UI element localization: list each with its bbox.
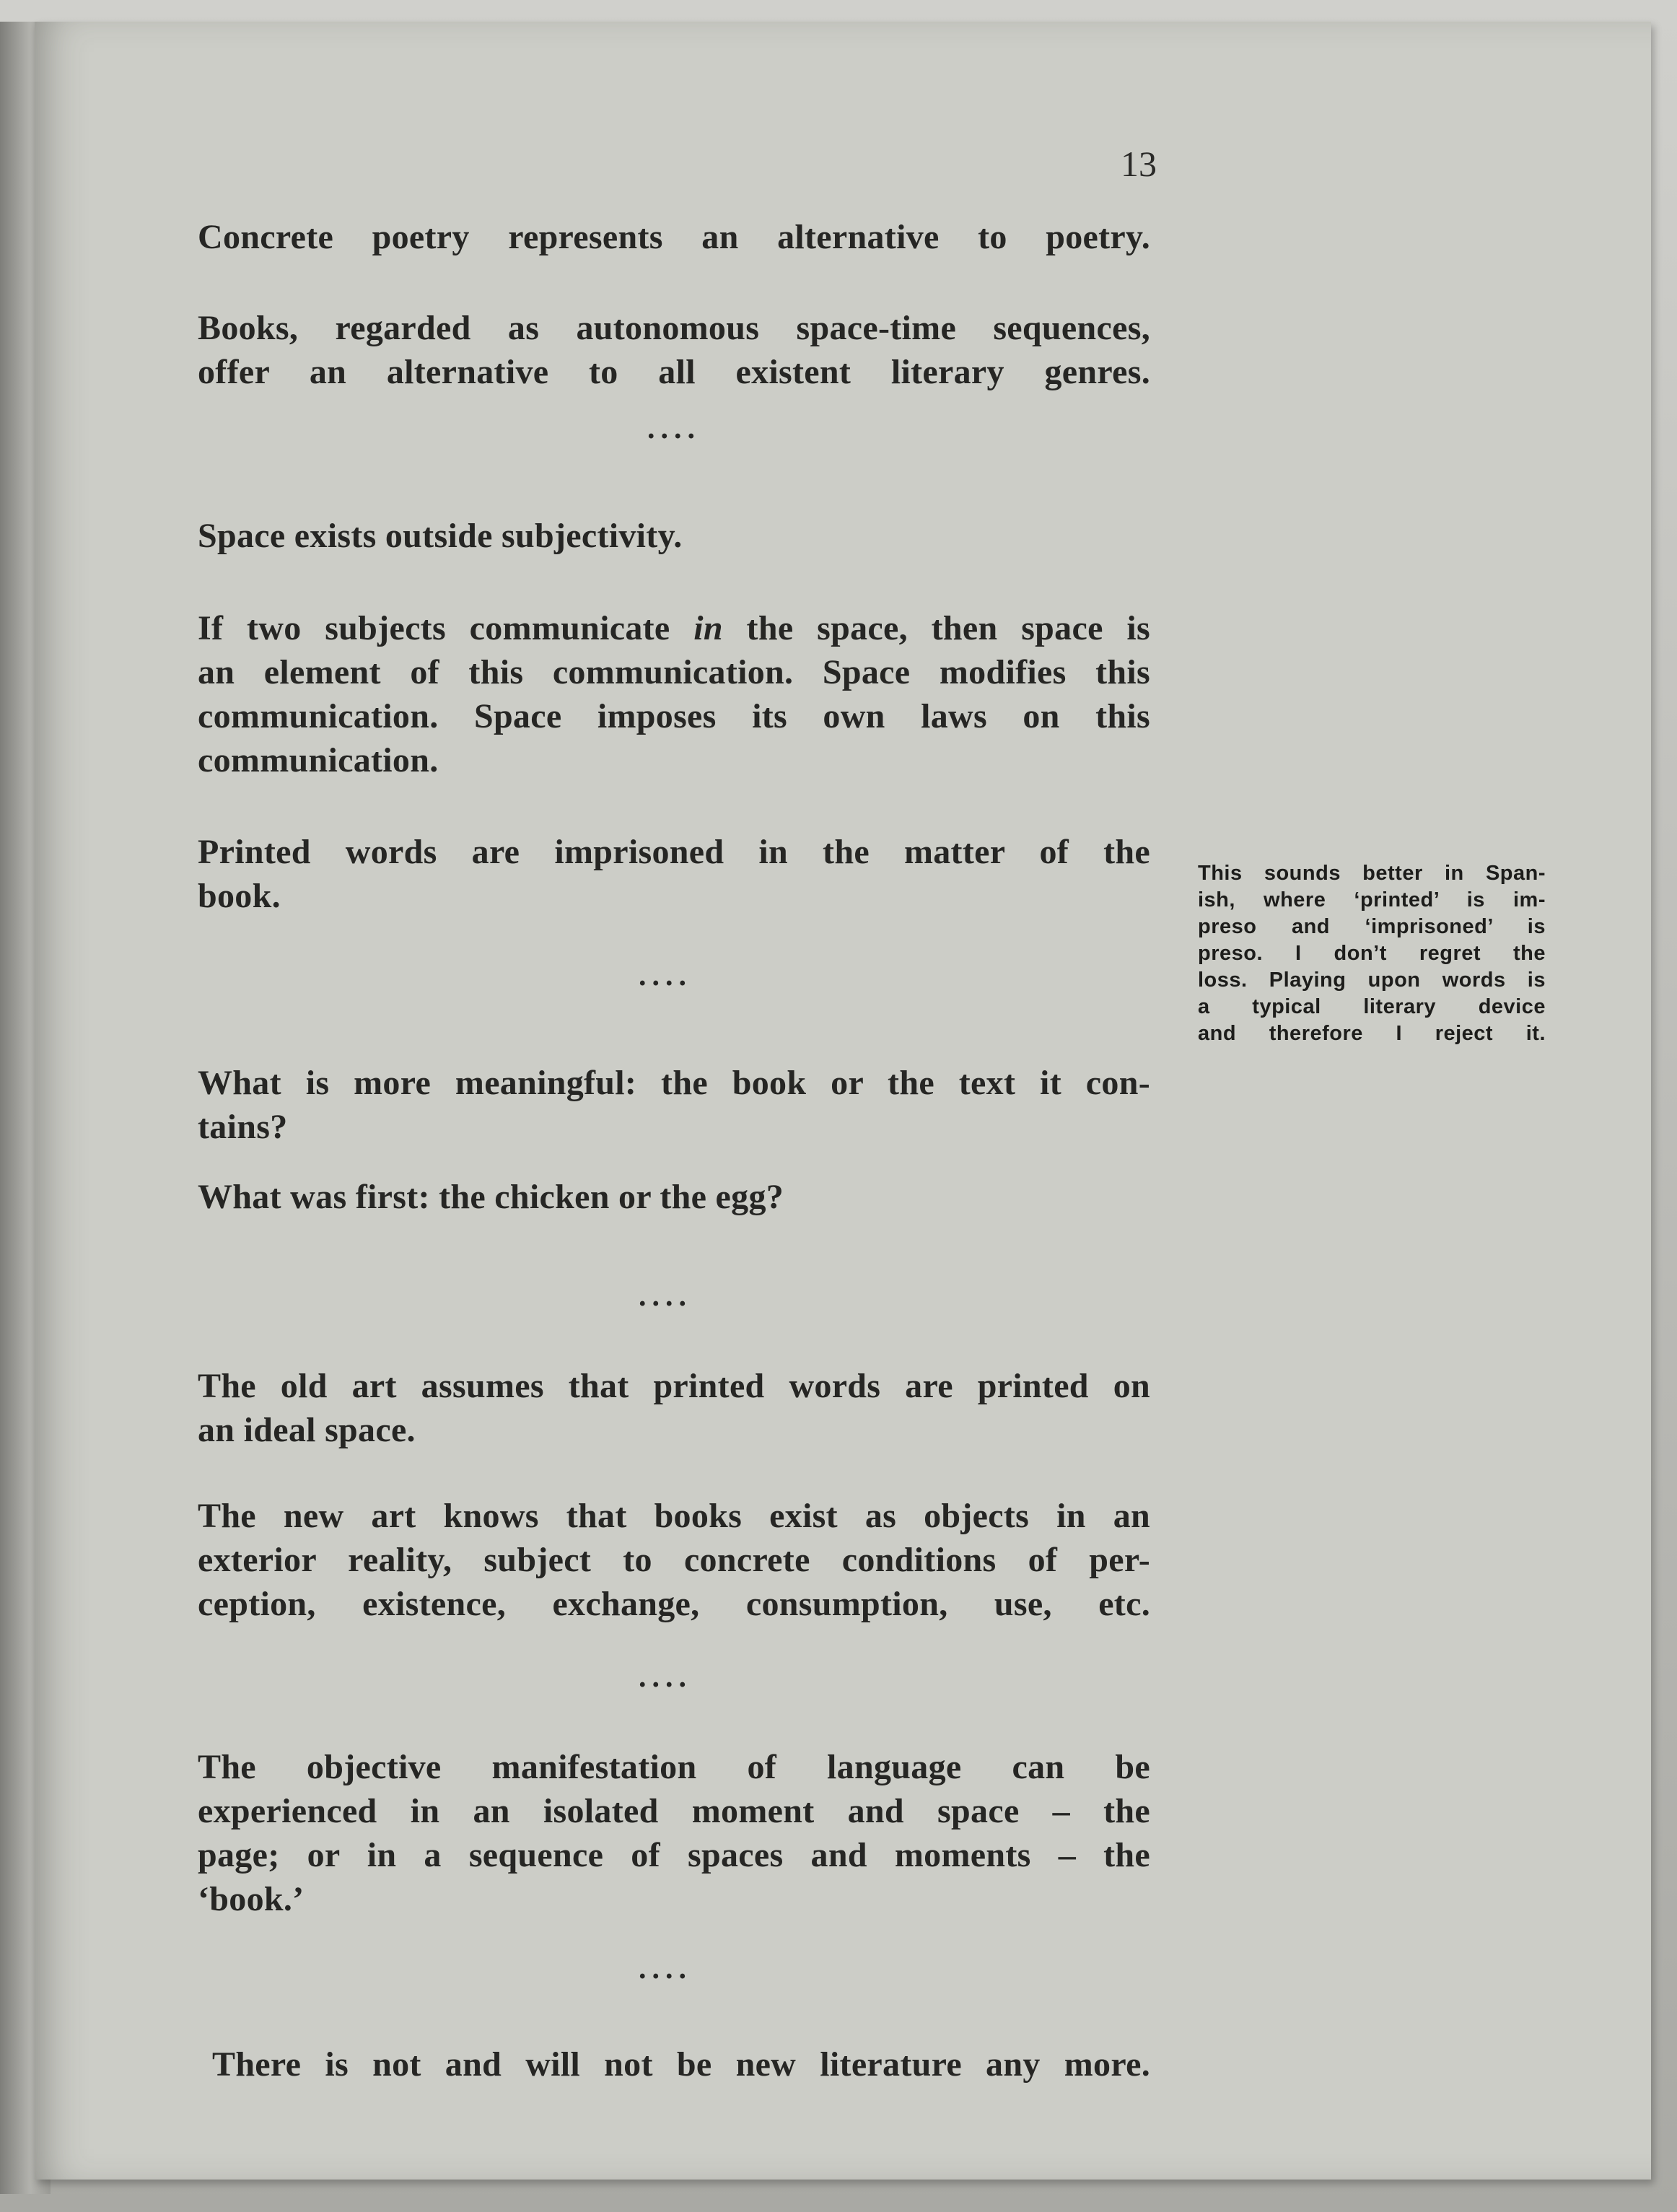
- section-separator: ....: [639, 1280, 692, 1313]
- paragraph: [198, 1494, 1150, 1626]
- paragraph: [198, 606, 1150, 782]
- section-separator: ....: [639, 1952, 692, 1985]
- text-line: exterior reality, subject to concrete conditions of per-: [198, 1541, 1150, 1579]
- text-line: The objective manifestation of language can be: [198, 1748, 1150, 1786]
- section-separator: ....: [639, 1661, 692, 1694]
- text-line: an element of this communication. Space modifies this: [198, 653, 1150, 691]
- text-line: The old art assumes that printed words are printed on: [198, 1367, 1150, 1405]
- paragraph: [198, 830, 1150, 918]
- section-separator: ....: [639, 959, 692, 992]
- text-line: tains?: [198, 1108, 288, 1146]
- text-line: The new art knows that books exist as objects in an: [198, 1497, 1150, 1535]
- paragraph: [212, 2042, 1150, 2086]
- paragraph: [198, 514, 1150, 558]
- note-line: loss. Playing upon words is: [1198, 969, 1546, 992]
- section-separator: ....: [647, 412, 701, 445]
- italic-word: in: [693, 609, 723, 647]
- note-line: ish, where ‘printed’ is im-: [1198, 888, 1546, 912]
- note-line: preso and ‘imprisoned’ is: [1198, 915, 1546, 938]
- text-line: What was first: the chicken or the egg?: [198, 1178, 784, 1216]
- text-line: If two subjects communicate in the space, then space is: [198, 609, 1150, 647]
- paragraph: [198, 1061, 1150, 1149]
- book-page: [35, 22, 1651, 2180]
- paragraph: [198, 1175, 1150, 1219]
- paragraph: [198, 215, 1150, 259]
- note-line: a typical literary device: [1198, 995, 1546, 1018]
- text-line: There is not and will not be new literature any more.: [212, 2045, 1150, 2084]
- text-line: What is more meaningful: the book or the text it con-: [198, 1064, 1150, 1102]
- text-line: Printed words are imprisoned in the matter of the: [198, 833, 1150, 871]
- text-line: page; or in a sequence of spaces and moments – the: [198, 1836, 1150, 1874]
- text-line: Concrete poetry represents an alternative to poetry.: [198, 218, 1150, 256]
- text-line: an ideal space.: [198, 1411, 416, 1449]
- note-line: preso. I don’t regret the: [1198, 942, 1546, 965]
- text-line: offer an alternative to all existent literary genres.: [198, 353, 1150, 391]
- paragraph: [198, 306, 1150, 394]
- paragraph: [198, 1745, 1150, 1921]
- text-line: Books, regarded as autonomous space-time sequences,: [198, 309, 1150, 347]
- page-number: 13: [1121, 144, 1157, 184]
- text-line: experienced in an isolated moment and space – the: [198, 1792, 1150, 1830]
- text-line: ception, existence, exchange, consumption, use, etc.: [198, 1585, 1150, 1623]
- note-line: and therefore I reject it.: [1198, 1022, 1546, 1045]
- text-line: communication.: [198, 741, 439, 779]
- text-line: Space exists outside subjectivity.: [198, 517, 683, 555]
- side-note: [1198, 860, 1546, 1047]
- text-line: ‘book.’: [198, 1880, 305, 1918]
- note-line: This sounds better in Span-: [1198, 862, 1546, 885]
- text-line: book.: [198, 877, 281, 915]
- text-line: communication. Space imposes its own laws on this: [198, 697, 1150, 735]
- paragraph: [198, 1364, 1150, 1452]
